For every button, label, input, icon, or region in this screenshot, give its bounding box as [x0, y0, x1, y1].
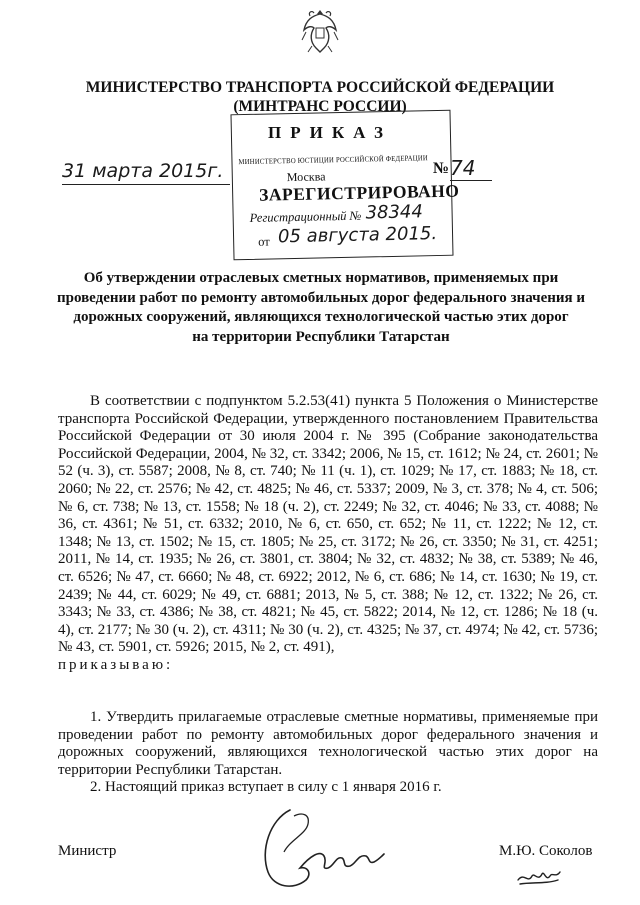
ministry-short-name: (МИНТРАНС РОССИИ) [233, 98, 407, 115]
order-number: 74 [450, 156, 492, 181]
subject-line: Об утверждении отраслевых сметных нормативов, применяемых при [83, 270, 559, 286]
subject-line: на территории Республики Татарстан [192, 328, 450, 345]
decree-word: приказываю: [58, 656, 174, 673]
coat-of-arms-icon [298, 6, 342, 56]
initials-icon [516, 862, 562, 888]
signatory-position: Министр [58, 843, 117, 859]
subject-line: дорожных сооружений, являющихся технологической частью этих дорог [73, 309, 569, 325]
preamble [58, 393, 598, 675]
order-item: 2. Настоящий приказ вступает в силу с 1 января 2016 г. [90, 779, 442, 796]
order-number-sign: № [433, 160, 450, 177]
stamp-date-label: от [258, 234, 270, 249]
order-items [58, 709, 598, 797]
preamble-text: В соответствии с подпунктом 5.2.53(41) пункта 5 Положения о Министерстве транспорта Российской Федерации, утвержденного постановлением Правительства Российской Федерации от 30 июля 2004 г. № 395 (Собрание законодательства Российской Федерации, 2004, № 32, ст. 3342; 2006, № 15, ст. 1612; № 24, ст. 2601; № 52 (ч. 3), ст. 5587; 2008, № 8, ст. 740; № 11 (ч. 1), ст. 1029; № 17, ст. 1883; № 18, ст. 2060; № 22, ст. 2576; № 42, ст. 4825; № 46, ст. 5337; 2009, № 3, ст. 378; № 4, ст. 506; № 6, ст. 738; № 13, ст. 1558; № 18 (ч. 2), ст. 2249; № 32, ст. 4046; № 33, ст. 4088; № 36, ст. 4361; № 51, ст. 6332; 2010, № 6, ст. 650, ст. 652; № 11, ст. 1222; № 12, ст. 1348; № 13, ст. 1502; № 15, ст. 1805; № 25, ст. 3172; № 26, ст. 3350; № 31, ст. 4251; 2011, № 14, ст. 1935; № 26, ст. 3801, ст. 3804; № 32, ст. 4832; № 38, ст. 5389; № 46, ст. 6526; № 47, ст. 6660; № 48, ст. 6922; 2012, № 6, ст. 686; № 14, ст. 1630; № 19, ст. 2439; № 44, ст. 6029; № 49, ст. 6881; 2013, № 5, ст. 388; № 12, ст. 1322; № 26, ст. 3343; № 33, ст. 4386; № 38, ст. 4821; № 45, ст. 5822; 2014, № 12, ст. 1286; № 18 (ч. 4), ст. 2177; № 30 (ч. 2), ст. 4311; № 30 (ч. 2), ст. 4325; № 37, ст. 4974; № 42, ст. 5736; № 43, ст. 5901, ст. 5926; 2015, № 2, ст. 491), [58, 393, 598, 656]
registration-stamp [230, 110, 460, 261]
order-subject [56, 269, 586, 347]
ministry-name: МИНИСТЕРСТВО ТРАНСПОРТА РОССИЙСКОЙ ФЕДЕРАЦИИ [85, 79, 555, 96]
stamp-reg-label: Регистрационный № [249, 208, 362, 225]
signatory-name: М.Ю. Соколов [499, 843, 593, 859]
order-title: ПРИКАЗ [268, 123, 392, 142]
order-date: 31 марта 2015г. [62, 160, 230, 185]
subject-line: проведении работ по ремонту автомобильных дорог федерального значения и [56, 289, 586, 306]
stamp-status: ЗАРЕГИСТРИРОВАНО [258, 180, 460, 205]
handwritten-signature-icon [250, 800, 390, 895]
stamp-date-value: 05 августа 2015. [277, 223, 438, 248]
stamp-city: Москва [286, 169, 326, 185]
stamp-organization: МИНИСТЕРСТВО ЮСТИЦИИ РОССИЙСКОЙ ФЕДЕРАЦИИ [238, 153, 428, 167]
order-item: 1. Утвердить прилагаемые отраслевые сметные нормативы, применяемые при проведении работ по ремонту автомобильных дорог федерального значения и дорожных сооружений, являющихся технологической частью этих дорог на территории Республики Татарстан. [58, 709, 598, 778]
stamp-reg-number: 38344 [365, 201, 424, 224]
